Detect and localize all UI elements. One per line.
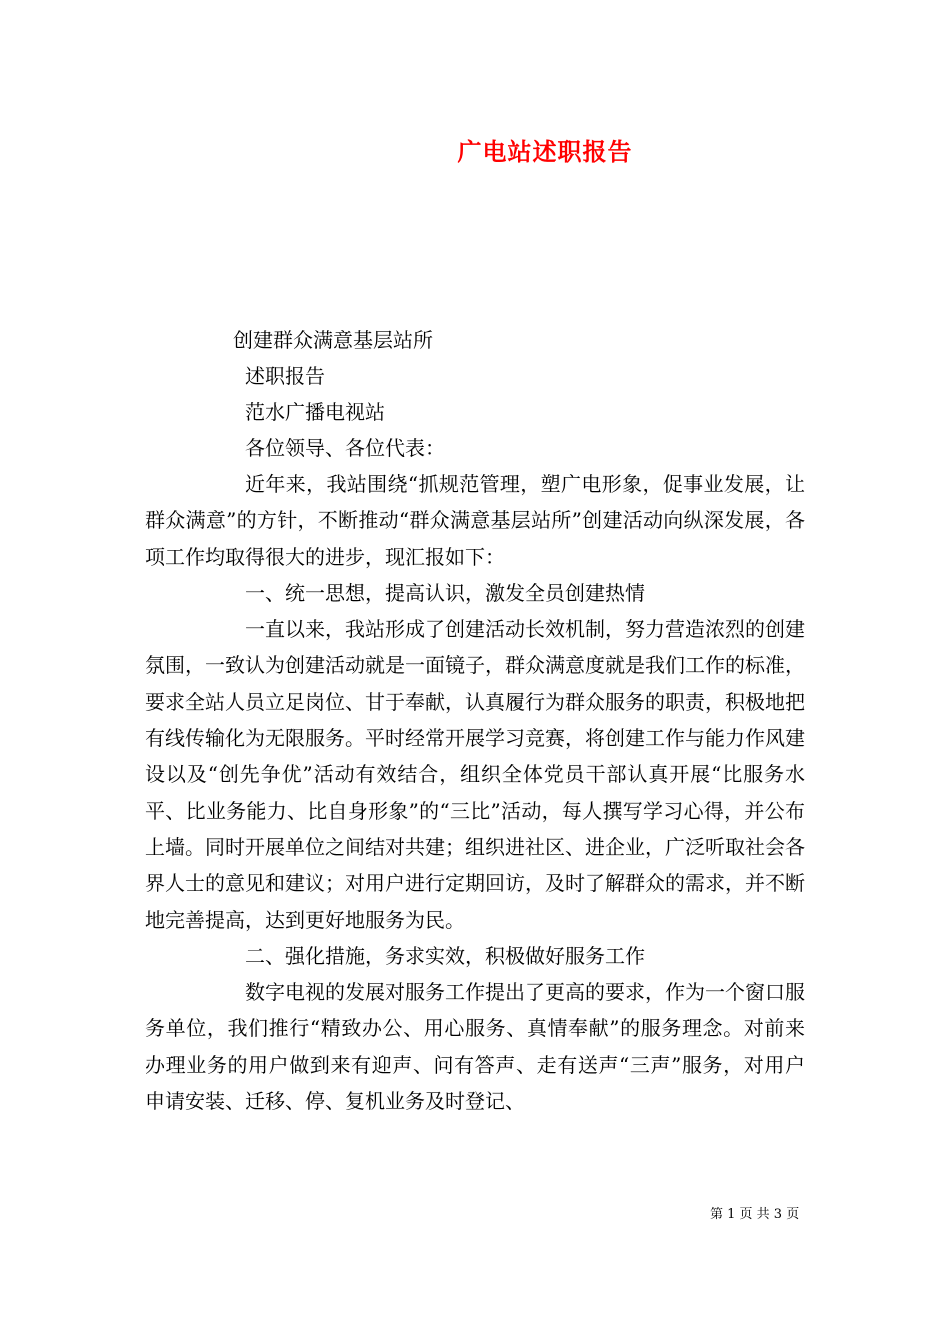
- paragraph: 数字电视的发展对服务工作提出了更高的要求，作为一个窗口服务单位，我们推行“精致办公、用心服务、真情奉献”的服务理念。对前来办理业务的用户做到来有迎声、问有答声、走有送声“三声”服务，对用户申请安装、迁移、停、复机业务及时登记、: [145, 980, 805, 1114]
- paragraph: 一直以来，我站形成了创建活动长效机制，努力营造浓烈的创建氛围，一致认为创建活动就是一面镜子，群众满意度就是我们工作的标准，要求全站人员立足岗位、甘于奉献，认真履行为群众服务的职责，积极地把有线传输化为无限服务。平时经常开展学习竞赛，将创建工作与能力作风建设以及“创先争优”活动有效结合，组织全体党员干部认真开展“比服务水平、比业务能力、比自身形象”的“三比”活动，每人撰写学习心得，并公布上墙。同时开展单位之间结对共建；组织进社区、进企业，广泛听取社会各界人士的意见和建议；对用户进行定期回访，及时了解群众的需求，并不断地完善提高，达到更好地服务为民。: [145, 617, 805, 932]
- heading-line: 范水广播电视站: [245, 400, 385, 424]
- paragraph: 近年来，我站围绕“抓规范管理，塑广电形象，促事业发展，让群众满意”的方针，不断推动“群众满意基层站所”创建活动向纵深发展，各项工作均取得很大的进步，现汇报如下：: [145, 472, 805, 569]
- section-heading: 一、统一思想，提高认识，激发全员创建热情: [245, 580, 645, 605]
- heading-line: 创建群众满意基层站所: [233, 328, 433, 352]
- document-title: 广电站述职报告: [457, 138, 633, 166]
- document-body: [145, 322, 805, 1119]
- heading-line: 述职报告: [245, 364, 325, 388]
- salutation: 各位领导、各位代表：: [245, 436, 445, 460]
- section-heading: 二、强化措施，务求实效，积极做好服务工作: [245, 943, 645, 968]
- page-footer: 第 1 页 共 3 页: [710, 1207, 800, 1222]
